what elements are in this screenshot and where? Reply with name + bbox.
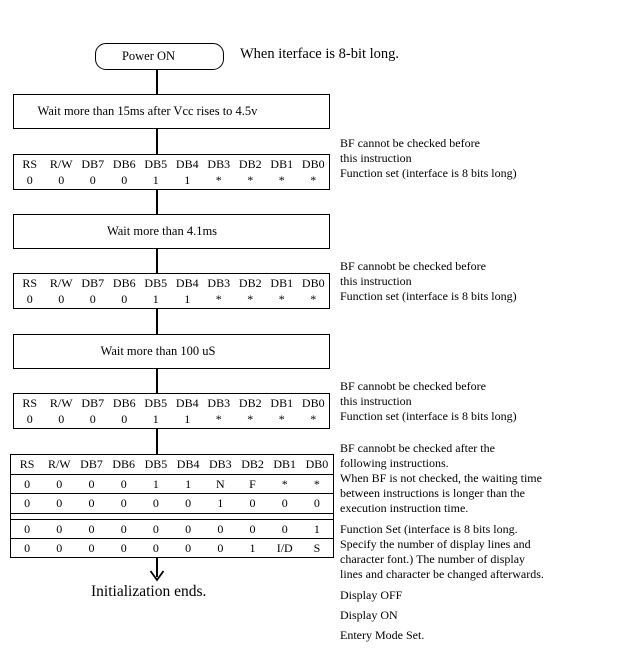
bit-header-cell: DB6 [112, 395, 136, 410]
bit-header-row [11, 455, 333, 475]
interface-heading: When iterface is 8-bit long. [240, 46, 400, 62]
arrow-down-icon [149, 570, 165, 582]
power-on-node [95, 43, 224, 70]
bit-value-cell: * [278, 412, 285, 427]
bit-header-cell: DB7 [80, 457, 103, 471]
bit-header-cell: DB7 [81, 395, 105, 410]
bit-value-cell: 0 [89, 412, 96, 427]
bit-value-cell: 0 [88, 540, 95, 555]
bit-header-cell: DB2 [241, 457, 264, 471]
bit-header-cell: DB0 [301, 156, 325, 171]
wait-box-15ms-label: Wait more than 15ms after Vcc rises to 4.5v [37, 104, 258, 118]
bit-value-cell: 0 [185, 521, 192, 536]
note-line: Function set (interface is 8 bits long) [340, 289, 517, 303]
bit-header-cell: DB2 [238, 275, 262, 290]
bit-header-cell: DB4 [175, 395, 199, 410]
bit-value-cell: 0 [120, 540, 127, 555]
bit-value-cell: 0 [217, 521, 224, 536]
note-line: this instruction [340, 394, 412, 408]
bit-value-cell: * [215, 412, 222, 427]
bit-value-cell: 0 [152, 496, 159, 510]
bit-header-cell: RS [19, 457, 35, 471]
bit-value-cell: 0 [217, 540, 224, 555]
note-function-set-3 [340, 379, 517, 424]
bit-header-cell: DB6 [112, 275, 136, 290]
bit-value-row [14, 292, 329, 309]
bit-value-cell: 0 [121, 412, 128, 427]
bit-value-cell: 0 [121, 292, 128, 307]
bit-value-cell: 1 [152, 173, 159, 188]
bit-value-cell: 0 [26, 173, 33, 188]
bit-header-cell: DB2 [238, 156, 262, 171]
bit-header-cell: RS [22, 395, 38, 410]
wait-box-100us [13, 334, 330, 369]
bit-value-cell: * [310, 173, 317, 188]
bit-value-cell: * [278, 173, 285, 188]
bit-value-cell: 0 [56, 476, 63, 491]
bit-value-row [14, 173, 329, 190]
bit-header-cell: DB5 [144, 156, 168, 171]
bit-value-cell: 0 [120, 521, 127, 536]
bit-value-cell: * [313, 476, 320, 491]
bit-value-cell: * [215, 292, 222, 307]
bit-header-cell: RS [22, 156, 38, 171]
note-line: between instructions is longer than the [340, 486, 525, 500]
bit-value-cell: 1 [152, 292, 159, 307]
wait-box-100us-label: Wait more than 100 uS [100, 344, 216, 358]
bit-header-cell: DB1 [270, 275, 294, 290]
bit-header-cell: DB4 [175, 156, 199, 171]
bit-value-cell: 0 [26, 412, 33, 427]
bit-value-cell: 1 [184, 173, 191, 188]
wait-box-15ms [13, 94, 330, 129]
bit-value-cell: 0 [120, 476, 127, 491]
bit-value-cell: F [249, 476, 256, 491]
bit-value-cell: 0 [152, 540, 159, 555]
bit-value-cell: 0 [26, 292, 33, 307]
bit-value-cell: 0 [88, 476, 95, 491]
bit-header-cell: DB6 [112, 156, 136, 171]
bit-value-cell: * [310, 292, 317, 307]
bit-value-cell: 0 [56, 496, 63, 510]
bit-header-cell: DB3 [208, 457, 232, 471]
wait-box-4-1ms [13, 214, 330, 249]
note-display-off: Display OFF [340, 588, 403, 602]
note-entry-mode: Entery Mode Set. [340, 628, 425, 642]
bit-value-row [14, 412, 329, 429]
bit-header-cell: DB7 [81, 156, 105, 171]
bit-header-cell: DB4 [176, 457, 200, 471]
note-line: When BF is not checked, the waiting time [340, 471, 542, 485]
bit-value-cell: 0 [89, 173, 96, 188]
bit-value-cell: S [313, 540, 321, 555]
bit-value-cell: * [247, 412, 254, 427]
note-line: lines and character be changed afterwards. [340, 567, 544, 581]
bit-value-cell: * [310, 412, 317, 427]
note-line: this instruction [340, 274, 412, 288]
bit-header-cell: DB3 [207, 395, 231, 410]
function-set-row [11, 475, 333, 494]
bit-value-cell: 0 [58, 412, 65, 427]
bit-header-cell: DB5 [144, 457, 168, 471]
bit-value-cell: * [247, 173, 254, 188]
bit-value-cell: 0 [56, 540, 63, 555]
bit-header-cell: DB7 [81, 275, 105, 290]
bit-value-cell: 0 [120, 496, 127, 510]
wait-box-4-1ms-label: Wait more than 4.1ms [106, 224, 218, 238]
bit-value-cell: 0 [89, 292, 96, 307]
note-line: Function set (interface is 8 bits long) [340, 409, 517, 423]
bit-header-cell: DB0 [301, 275, 325, 290]
note-function-set-1 [340, 136, 517, 181]
bit-value-cell: 0 [121, 173, 128, 188]
bit-value-cell: N [215, 476, 225, 491]
bit-value-cell: 0 [313, 496, 320, 510]
bit-table-3 [13, 393, 330, 429]
bit-value-cell: 0 [58, 292, 65, 307]
bit-value-cell: 1 [249, 540, 256, 555]
bit-header-row [14, 275, 329, 292]
bit-value-cell: 0 [24, 540, 31, 555]
bit-value-cell: 0 [56, 521, 63, 536]
bit-header-row [14, 156, 329, 173]
bit-value-cell: 0 [58, 173, 65, 188]
note-line: Function Set (interface is 8 bits long. [340, 522, 518, 536]
bit-value-cell: 1 [152, 476, 159, 491]
bit-header-cell: DB6 [112, 457, 136, 471]
bit-header-cell: DB3 [207, 275, 231, 290]
bit-header-cell: DB4 [175, 275, 199, 290]
bit-header-cell: DB1 [270, 156, 294, 171]
note-line: BF cannot be checked before [340, 136, 480, 150]
note-function-set-detail [340, 522, 544, 582]
bit-value-cell: 0 [88, 496, 95, 510]
bit-value-cell: 0 [281, 521, 288, 536]
power-on-label: Power ON [121, 49, 176, 63]
bit-header-cell: DB5 [144, 395, 168, 410]
bit-value-cell: * [247, 292, 254, 307]
bit-header-cell: DB1 [270, 395, 294, 410]
bit-value-cell: 0 [88, 521, 95, 536]
note-bf-after [340, 441, 542, 516]
note-line: Function set (interface is 8 bits long) [340, 166, 517, 180]
bit-header-cell: DB0 [301, 395, 325, 410]
bit-value-cell: 0 [24, 521, 31, 536]
bit-value-cell: 0 [249, 496, 256, 510]
display-on-row [11, 520, 333, 539]
note-display-on: Display ON [340, 608, 398, 622]
note-line: execution instruction time. [340, 501, 469, 515]
bit-value-cell: 0 [185, 496, 192, 510]
bit-value-cell: 0 [281, 496, 288, 510]
bit-value-cell: 1 [313, 521, 320, 536]
bit-value-cell: 0 [249, 521, 256, 536]
display-off-row [11, 494, 333, 514]
bit-header-cell: DB0 [305, 457, 329, 471]
note-line: BF cannobt be checked before [340, 259, 486, 273]
bit-value-cell: I/D [276, 540, 293, 555]
instruction-table [10, 454, 334, 558]
entry-mode-row [11, 539, 333, 557]
bit-value-cell: 0 [24, 496, 31, 510]
note-function-set-2 [340, 259, 517, 304]
bit-value-cell: 0 [24, 476, 31, 491]
bit-value-cell: 0 [152, 521, 159, 536]
bit-value-cell: * [278, 292, 285, 307]
bit-header-cell: DB1 [273, 457, 297, 471]
note-line: character font.) The number of display [340, 552, 526, 566]
note-line: BF cannobt be checked before [340, 379, 486, 393]
bit-header-cell: R/W [49, 395, 73, 410]
note-line: following instructions. [340, 456, 449, 470]
bit-value-cell: 1 [185, 476, 192, 491]
bit-header-row [14, 395, 329, 412]
note-line: Specify the number of display lines and [340, 537, 531, 551]
bit-table-1 [13, 154, 330, 190]
bit-value-cell: 1 [152, 412, 159, 427]
bit-header-cell: R/W [49, 156, 73, 171]
bit-value-cell: 1 [184, 292, 191, 307]
bit-value-cell: 1 [217, 496, 224, 510]
bit-table-2 [13, 273, 330, 309]
bit-value-cell: * [281, 476, 288, 491]
bit-header-cell: RS [22, 275, 38, 290]
note-line: BF cannobt be checked after the [340, 441, 495, 455]
note-line: this instruction [340, 151, 412, 165]
bit-value-cell: 1 [184, 412, 191, 427]
bit-header-cell: DB3 [207, 156, 231, 171]
bit-value-cell: * [215, 173, 222, 188]
initialization-ends-label: Initialization ends. [91, 583, 207, 600]
bit-header-cell: R/W [47, 457, 71, 471]
bit-value-cell: 0 [185, 540, 192, 555]
bit-header-cell: R/W [49, 275, 73, 290]
bit-header-cell: DB5 [144, 275, 168, 290]
bit-header-cell: DB2 [238, 395, 262, 410]
